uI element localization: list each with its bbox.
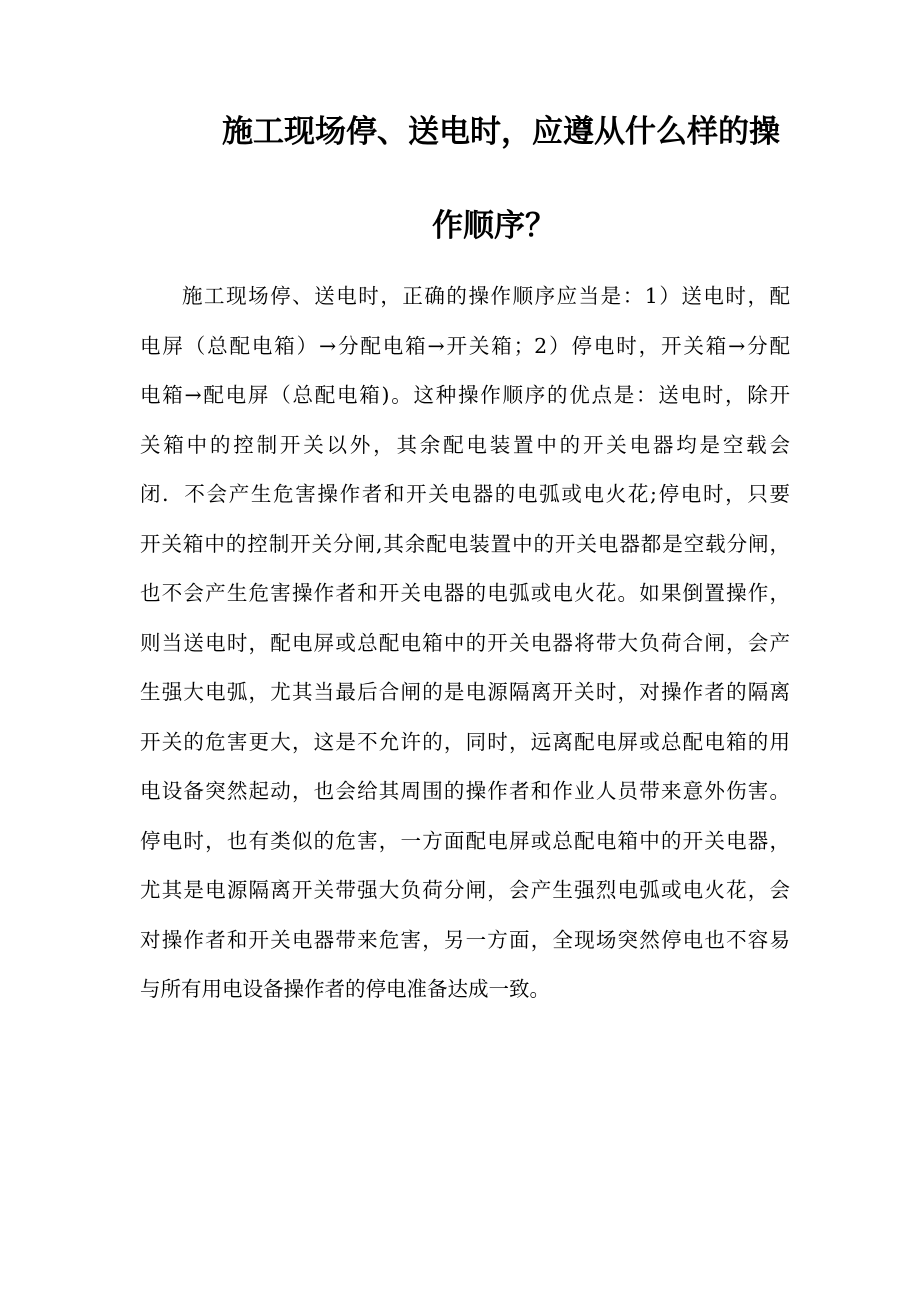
body-line: 电屏（总配电箱）→分配电箱→开关箱；2）停电时，开关箱→分配 <box>140 333 790 358</box>
body-line: 生强大电弧，尤其当最后合闸的是电源隔离开关时，对操作者的隔离 <box>140 680 790 704</box>
body-line: 关箱中的控制开关以外，其余配电装置中的开关电器均是空载会 <box>140 432 790 457</box>
body-line: 尤其是电源隔离开关带强大负荷分闸，会产生强烈电弧或电火花，会 <box>140 878 790 902</box>
body-line: 施工现场停、送电时，正确的操作顺序应当是：1）送电时，配 <box>182 284 790 308</box>
body-line: 电箱→配电屏（总配电箱)。这种操作顺序的优点是：送电时，除开 <box>140 383 790 407</box>
body-line: 也不会产生危害操作者和开关电器的电弧或电火花。如果倒置操作， <box>140 581 790 605</box>
title-line-1: 施工现场停、送电时，应遵从什么样的操 <box>222 114 780 150</box>
body-line: 停电时，也有类似的危害，一方面配电屏或总配电箱中的开关电器， <box>140 828 790 853</box>
title-line-2: 作顺序？ <box>432 208 556 244</box>
body-line: 则当送电时，配电屏或总配电箱中的开关电器将带大负荷合闸，会产 <box>140 630 790 655</box>
body-line: 电设备突然起动，也会给其周围的操作者和作业人员带来意外伤害。 <box>140 779 790 803</box>
document-title <box>140 100 780 288</box>
body-line: 闭．不会产生危害操作者和开关电器的电弧或电火花;停电时，只要 <box>140 482 790 506</box>
body-line: 与所有用电设备操作者的停电准备达成一致。 <box>140 977 550 1001</box>
body-line: 对操作者和开关电器带来危害，另一方面，全现场突然停电也不容易 <box>140 927 790 952</box>
body-line: 开关的危害更大，这是不允许的，同时，远离配电屏或总配电箱的用 <box>140 729 790 754</box>
body-line: 开关箱中的控制开关分闸,其余配电装置中的开关电器都是空载分闸， <box>140 531 790 556</box>
document-body <box>140 272 790 1015</box>
